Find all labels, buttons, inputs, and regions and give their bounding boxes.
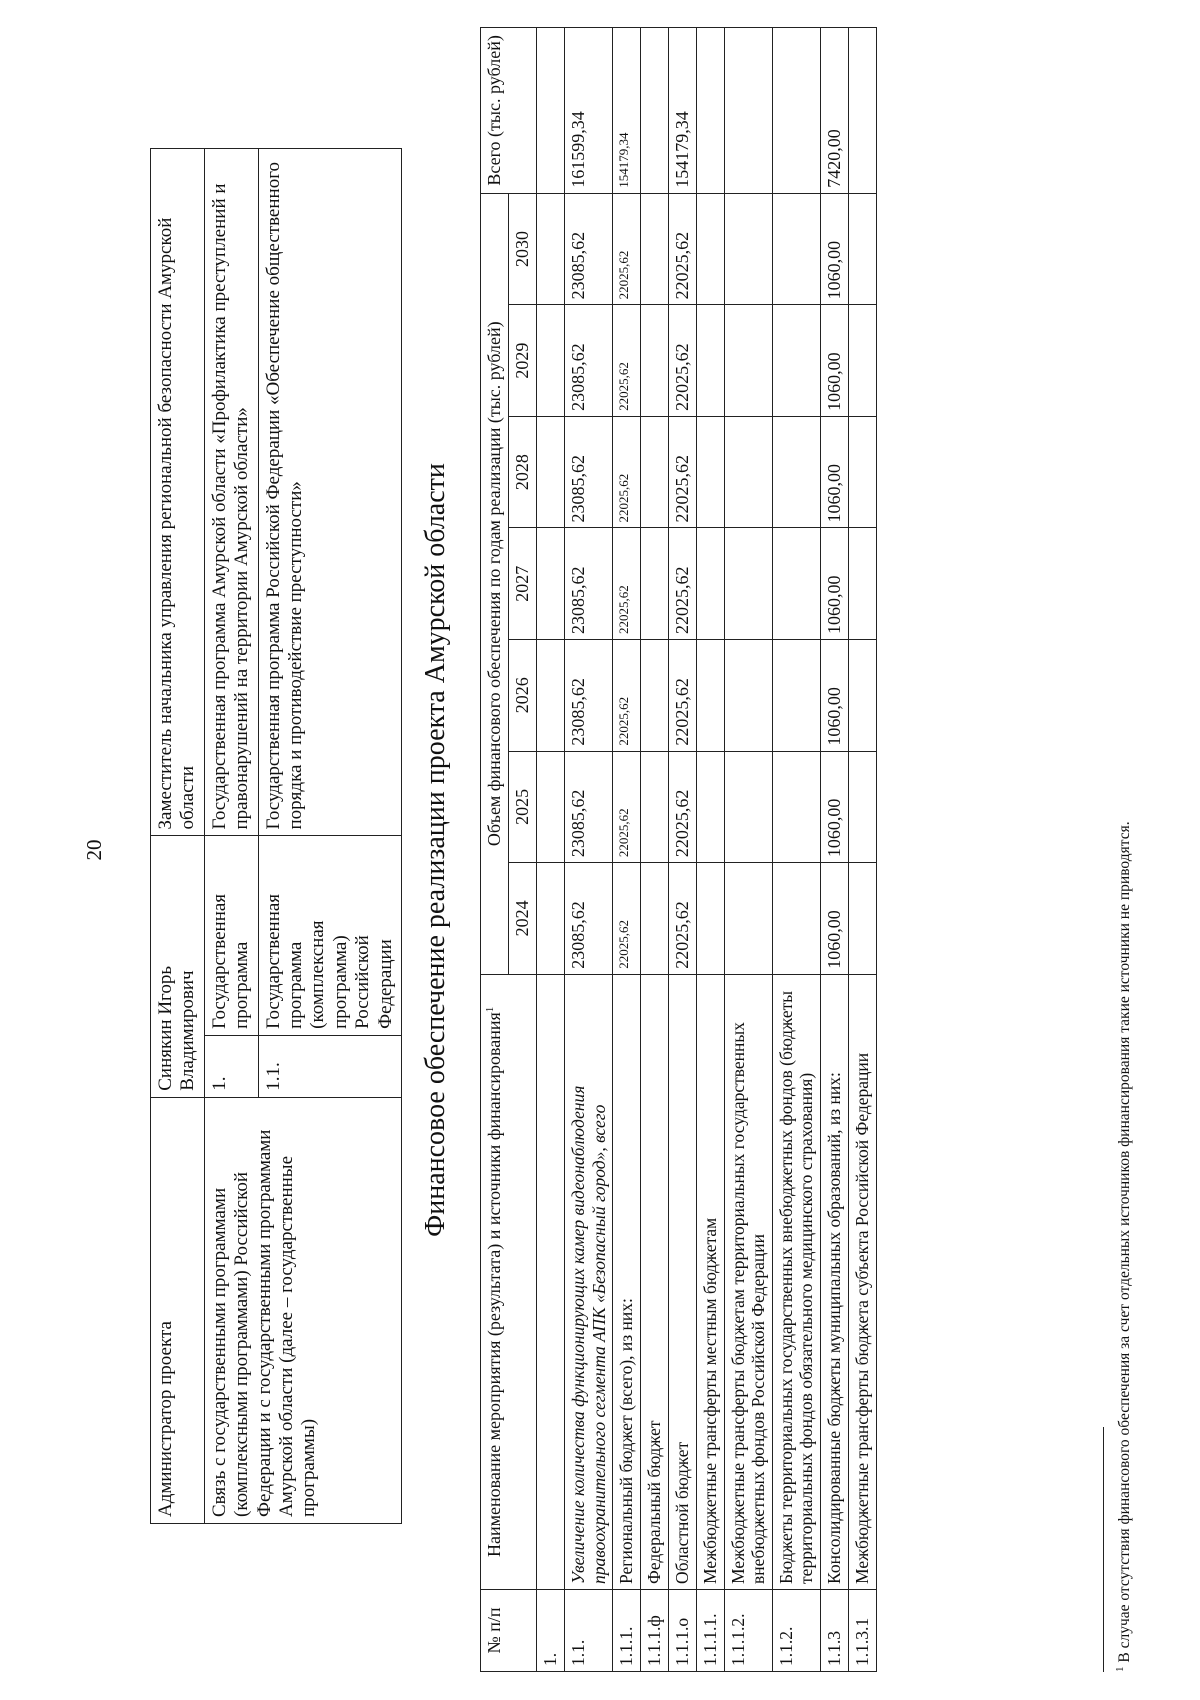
year-header: 2026 (509, 640, 537, 752)
year-value: 1060,00 (821, 416, 849, 528)
row-total-value (537, 28, 565, 194)
year-header: 2030 (509, 193, 537, 305)
year-value (641, 751, 669, 863)
year-value: 1060,00 (821, 863, 849, 975)
year-value: 1060,00 (821, 193, 849, 305)
year-value: 1060,00 (821, 528, 849, 640)
table-row (772, 28, 820, 1672)
year-value (724, 863, 772, 975)
year-value: 1060,00 (821, 751, 849, 863)
year-value (772, 528, 820, 640)
year-value (641, 416, 669, 528)
year-value (537, 416, 565, 528)
year-value: 22025,62 (668, 416, 696, 528)
table-row (565, 28, 613, 1672)
year-value: 22025,62 (613, 751, 641, 863)
row-number: 1.1.2. (772, 1589, 820, 1671)
year-value (696, 305, 724, 417)
program-row-1 (204, 149, 258, 1524)
year-value (696, 193, 724, 305)
program-name: Государственная программа Амурской области «Профилактика преступлений и правонарушений на территории Амурской области» (204, 149, 258, 837)
header-row (481, 28, 509, 1672)
finance-table (480, 27, 877, 1672)
year-value (696, 863, 724, 975)
year-value: 23085,62 (565, 528, 613, 640)
row-total-value (696, 28, 724, 194)
program-link-label: Связь с государственными программами (комплексными программами) Российской Федерации и с государственными программами Амурской области (далее – государственные программы) (204, 1097, 401, 1523)
row-number: 1.1.3 (821, 1589, 849, 1671)
year-value (696, 416, 724, 528)
year-value (641, 528, 669, 640)
year-value (537, 640, 565, 752)
year-value (537, 751, 565, 863)
year-value (772, 640, 820, 752)
program-type: Государственная программа (комплексная программа) Российской Федерации (258, 836, 401, 1035)
year-value (849, 305, 877, 417)
row-total-value (772, 28, 820, 194)
year-value: 1060,00 (821, 640, 849, 752)
year-value: 22025,62 (668, 751, 696, 863)
col-header-volume: Объем финансового обеспечения по годам реализации (тыс. рублей) (481, 193, 509, 974)
program-num: 1.1. (258, 1035, 401, 1097)
table-row (641, 28, 669, 1672)
table-row (613, 28, 641, 1672)
row-name: Межбюджетные трансферты бюджета субъекта Российской Федерации (849, 974, 877, 1589)
row-name: Федеральный бюджет (641, 974, 669, 1589)
year-value (641, 863, 669, 975)
row-name: Региональный бюджет (всего), из них: (613, 974, 641, 1589)
year-header: 2029 (509, 305, 537, 417)
project-info-table (150, 148, 402, 1524)
year-value (641, 305, 669, 417)
row-total-value: 154179,34 (613, 28, 641, 194)
year-value: 22025,62 (668, 863, 696, 975)
table-row (724, 28, 772, 1672)
year-header: 2025 (509, 751, 537, 863)
year-value (641, 193, 669, 305)
year-value: 22025,62 (613, 528, 641, 640)
admin-label: Администратор проекта (151, 1097, 205, 1523)
year-value: 22025,62 (668, 193, 696, 305)
footnote (1114, 821, 1134, 1672)
year-value: 22025,62 (613, 863, 641, 975)
year-value (724, 640, 772, 752)
year-value: 23085,62 (565, 751, 613, 863)
col-header-total: Всего (тыс. рублей) (481, 28, 537, 194)
year-value: 23085,62 (565, 416, 613, 528)
footnote-text: В случае отсутствия финансового обеспечения за счет отдельных источников финансирования такие источники не приводятся. (1116, 821, 1134, 1663)
year-value (696, 640, 724, 752)
year-header: 2024 (509, 863, 537, 975)
year-value (724, 528, 772, 640)
section-heading: Финансовое обеспечение реализации проекта Амурской области (420, 463, 451, 1237)
year-value (724, 305, 772, 417)
row-name: Межбюджетные трансферты бюджетам территориальных государственных внебюджетных фондов Российской Федерации (724, 974, 772, 1589)
row-total-value (724, 28, 772, 194)
year-value (772, 416, 820, 528)
year-value (724, 193, 772, 305)
year-value: 22025,62 (613, 305, 641, 417)
row-number: 1. (537, 1589, 565, 1671)
year-value: 22025,62 (668, 305, 696, 417)
year-value (696, 751, 724, 863)
admin-name: Синякин Игорь Владимирович (151, 836, 205, 1097)
row-name: Увеличение количества функционирующих камер видеонаблюдения правоохранительного сегмента АПК «Безопасный город», всего (565, 974, 613, 1589)
table-row (696, 28, 724, 1672)
year-value: 23085,62 (565, 640, 613, 752)
year-value (724, 416, 772, 528)
table-row (821, 28, 849, 1672)
year-value: 22025,62 (668, 528, 696, 640)
table-row (668, 28, 696, 1672)
admin-row (151, 149, 205, 1524)
program-type: Государственная программа (204, 836, 258, 1035)
col-header-name-text: Наименование мероприятия (результата) и источники финансирования (484, 1012, 504, 1557)
year-value (772, 193, 820, 305)
year-value (849, 193, 877, 305)
year-value (772, 305, 820, 417)
page-number: 20 (82, 839, 106, 861)
year-value: 22025,62 (668, 640, 696, 752)
table-row (849, 28, 877, 1672)
row-number: 1.1.3.1 (849, 1589, 877, 1671)
row-total-value: 7420,00 (821, 28, 849, 194)
row-total-value (849, 28, 877, 194)
year-value (772, 751, 820, 863)
year-value (537, 528, 565, 640)
year-value (724, 751, 772, 863)
row-number: 1.1.1. (613, 1589, 641, 1671)
year-value: 23085,62 (565, 863, 613, 975)
row-name: Областной бюджет (668, 974, 696, 1589)
col-header-name (481, 974, 537, 1589)
year-value (537, 193, 565, 305)
row-number: 1.1.1.ф (641, 1589, 669, 1671)
row-number: 1.1.1.2. (724, 1589, 772, 1671)
program-name: Государственная программа Российской Федерации «Обеспечение общественного порядка и противодействие преступности» (258, 149, 401, 837)
row-total-value (641, 28, 669, 194)
row-number: 1.1. (565, 1589, 613, 1671)
table-row (537, 28, 565, 1672)
col-header-num: № п/п (481, 1589, 537, 1671)
year-value (772, 863, 820, 975)
row-name: Консолидированные бюджеты муниципальных образований, из них: (821, 974, 849, 1589)
year-value: 22025,62 (613, 416, 641, 528)
year-value (849, 863, 877, 975)
year-value: 23085,62 (565, 305, 613, 417)
year-value (537, 863, 565, 975)
row-name: Бюджеты территориальных государственных внебюджетных фондов (бюджеты территориальных фондов обязательного медицинского страхования) (772, 974, 820, 1589)
year-value (849, 751, 877, 863)
program-num: 1. (204, 1035, 258, 1097)
year-value: 23085,62 (565, 193, 613, 305)
admin-position: Заместитель начальника управления региональной безопасности Амурской области (151, 149, 205, 837)
year-value: 1060,00 (821, 305, 849, 417)
row-name: Межбюджетные трансферты местным бюджетам (696, 974, 724, 1589)
footnote-marker: 1 (1114, 1666, 1126, 1672)
row-name (537, 974, 565, 1589)
year-value: 22025,62 (613, 193, 641, 305)
year-value (849, 416, 877, 528)
year-value (696, 528, 724, 640)
row-total-value: 161599,34 (565, 28, 613, 194)
row-number: 1.1.1.о (668, 1589, 696, 1671)
year-value (849, 640, 877, 752)
footnote-ref: 1 (484, 1006, 496, 1013)
row-number: 1.1.1.1. (696, 1589, 724, 1671)
year-value (641, 640, 669, 752)
year-value: 22025,62 (613, 640, 641, 752)
row-total-value: 154179,34 (668, 28, 696, 194)
year-value (537, 305, 565, 417)
year-header: 2028 (509, 416, 537, 528)
year-value (849, 528, 877, 640)
footnote-divider (1103, 1427, 1104, 1672)
year-header: 2027 (509, 528, 537, 640)
